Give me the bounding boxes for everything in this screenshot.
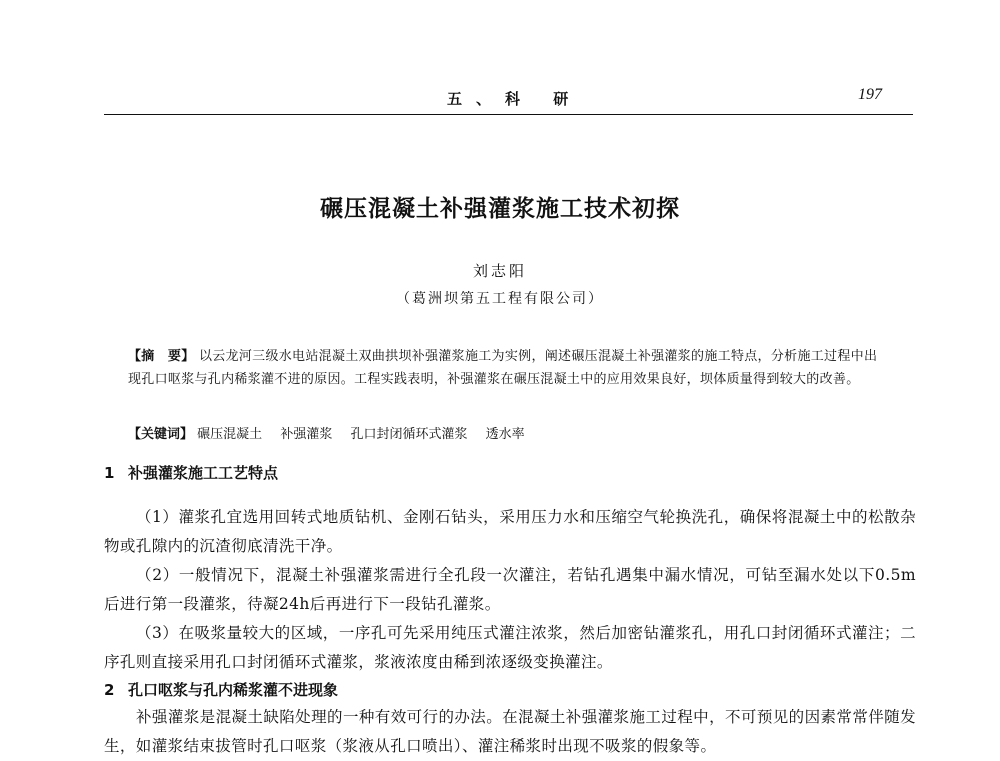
paragraph: （3）在吸浆量较大的区域，一序孔可先采用纯压式灌注浓浆，然后加密钻灌浆孔，用孔口封闭循环式灌注；二序孔则直接采用孔口封闭循环式灌浆，浆液浓度由稀到浓逐级变换灌注。 — [104, 624, 916, 671]
page-number: 197 — [858, 86, 882, 103]
keyword: 透水率 — [485, 427, 525, 442]
author-affiliation: （葛洲坝第五工程有限公司） — [396, 291, 604, 307]
keyword: 补强灌浆 — [280, 427, 333, 442]
keyword: 孔口封闭循环式灌浆 — [350, 427, 468, 442]
abstract-label: 【摘 要】 — [128, 349, 195, 364]
section-heading-2 — [104, 679, 338, 700]
abstract — [128, 345, 888, 391]
article-title: 碾压混凝土补强灌浆施工技术初探 — [320, 195, 680, 222]
keywords-label: 【关键词】 — [128, 427, 194, 442]
keywords — [128, 423, 888, 446]
header-rule — [104, 114, 913, 115]
paragraph: 补强灌浆是混凝土缺陷处理的一种有效可行的办法。在混凝土补强灌浆施工过程中，不可预见的因素常常伴随发生，如灌浆结束拔管时孔口呕浆（浆液从孔口喷出）、灌注稀浆时出现不吸浆的假象等。 — [104, 708, 916, 755]
abstract-text: 以云龙河三级水电站混凝土双曲拱坝补强灌浆施工为实例，阐述碾压混凝土补强灌浆的施工特点，分析施工过程中出现孔口呕浆与孔内稀浆灌不进的原因。工程实践表明，补强灌浆在碾压混凝土中的应用效果良好，坝体质量得到较大的改善。 — [128, 349, 878, 387]
section-title: 补强灌浆施工工艺特点 — [128, 464, 279, 482]
section-heading-1 — [104, 462, 278, 483]
keyword: 碾压混凝土 — [197, 427, 263, 442]
section-number: 2 — [104, 681, 115, 699]
running-header — [0, 84, 1000, 114]
paragraph: （1）灌浆孔宜选用回转式地质钻机、金刚石钻头，采用压力水和压缩空气轮换洗孔，确保将混凝土中的松散杂物或孔隙内的沉渣彻底清洗干净。 — [104, 508, 916, 555]
paragraph: （2）一般情况下，混凝土补强灌浆需进行全孔段一次灌注，若钻孔遇集中漏水情况，可钻至漏水处以下0.5m后进行第一段灌浆，待凝24h后再进行下一段钻孔灌浆。 — [104, 566, 916, 613]
section-number: 1 — [104, 464, 115, 482]
section-title: 孔口呕浆与孔内稀浆灌不进现象 — [128, 681, 339, 699]
author-name: 刘志阳 — [472, 262, 527, 280]
running-title: 五、科 研 — [447, 90, 583, 108]
